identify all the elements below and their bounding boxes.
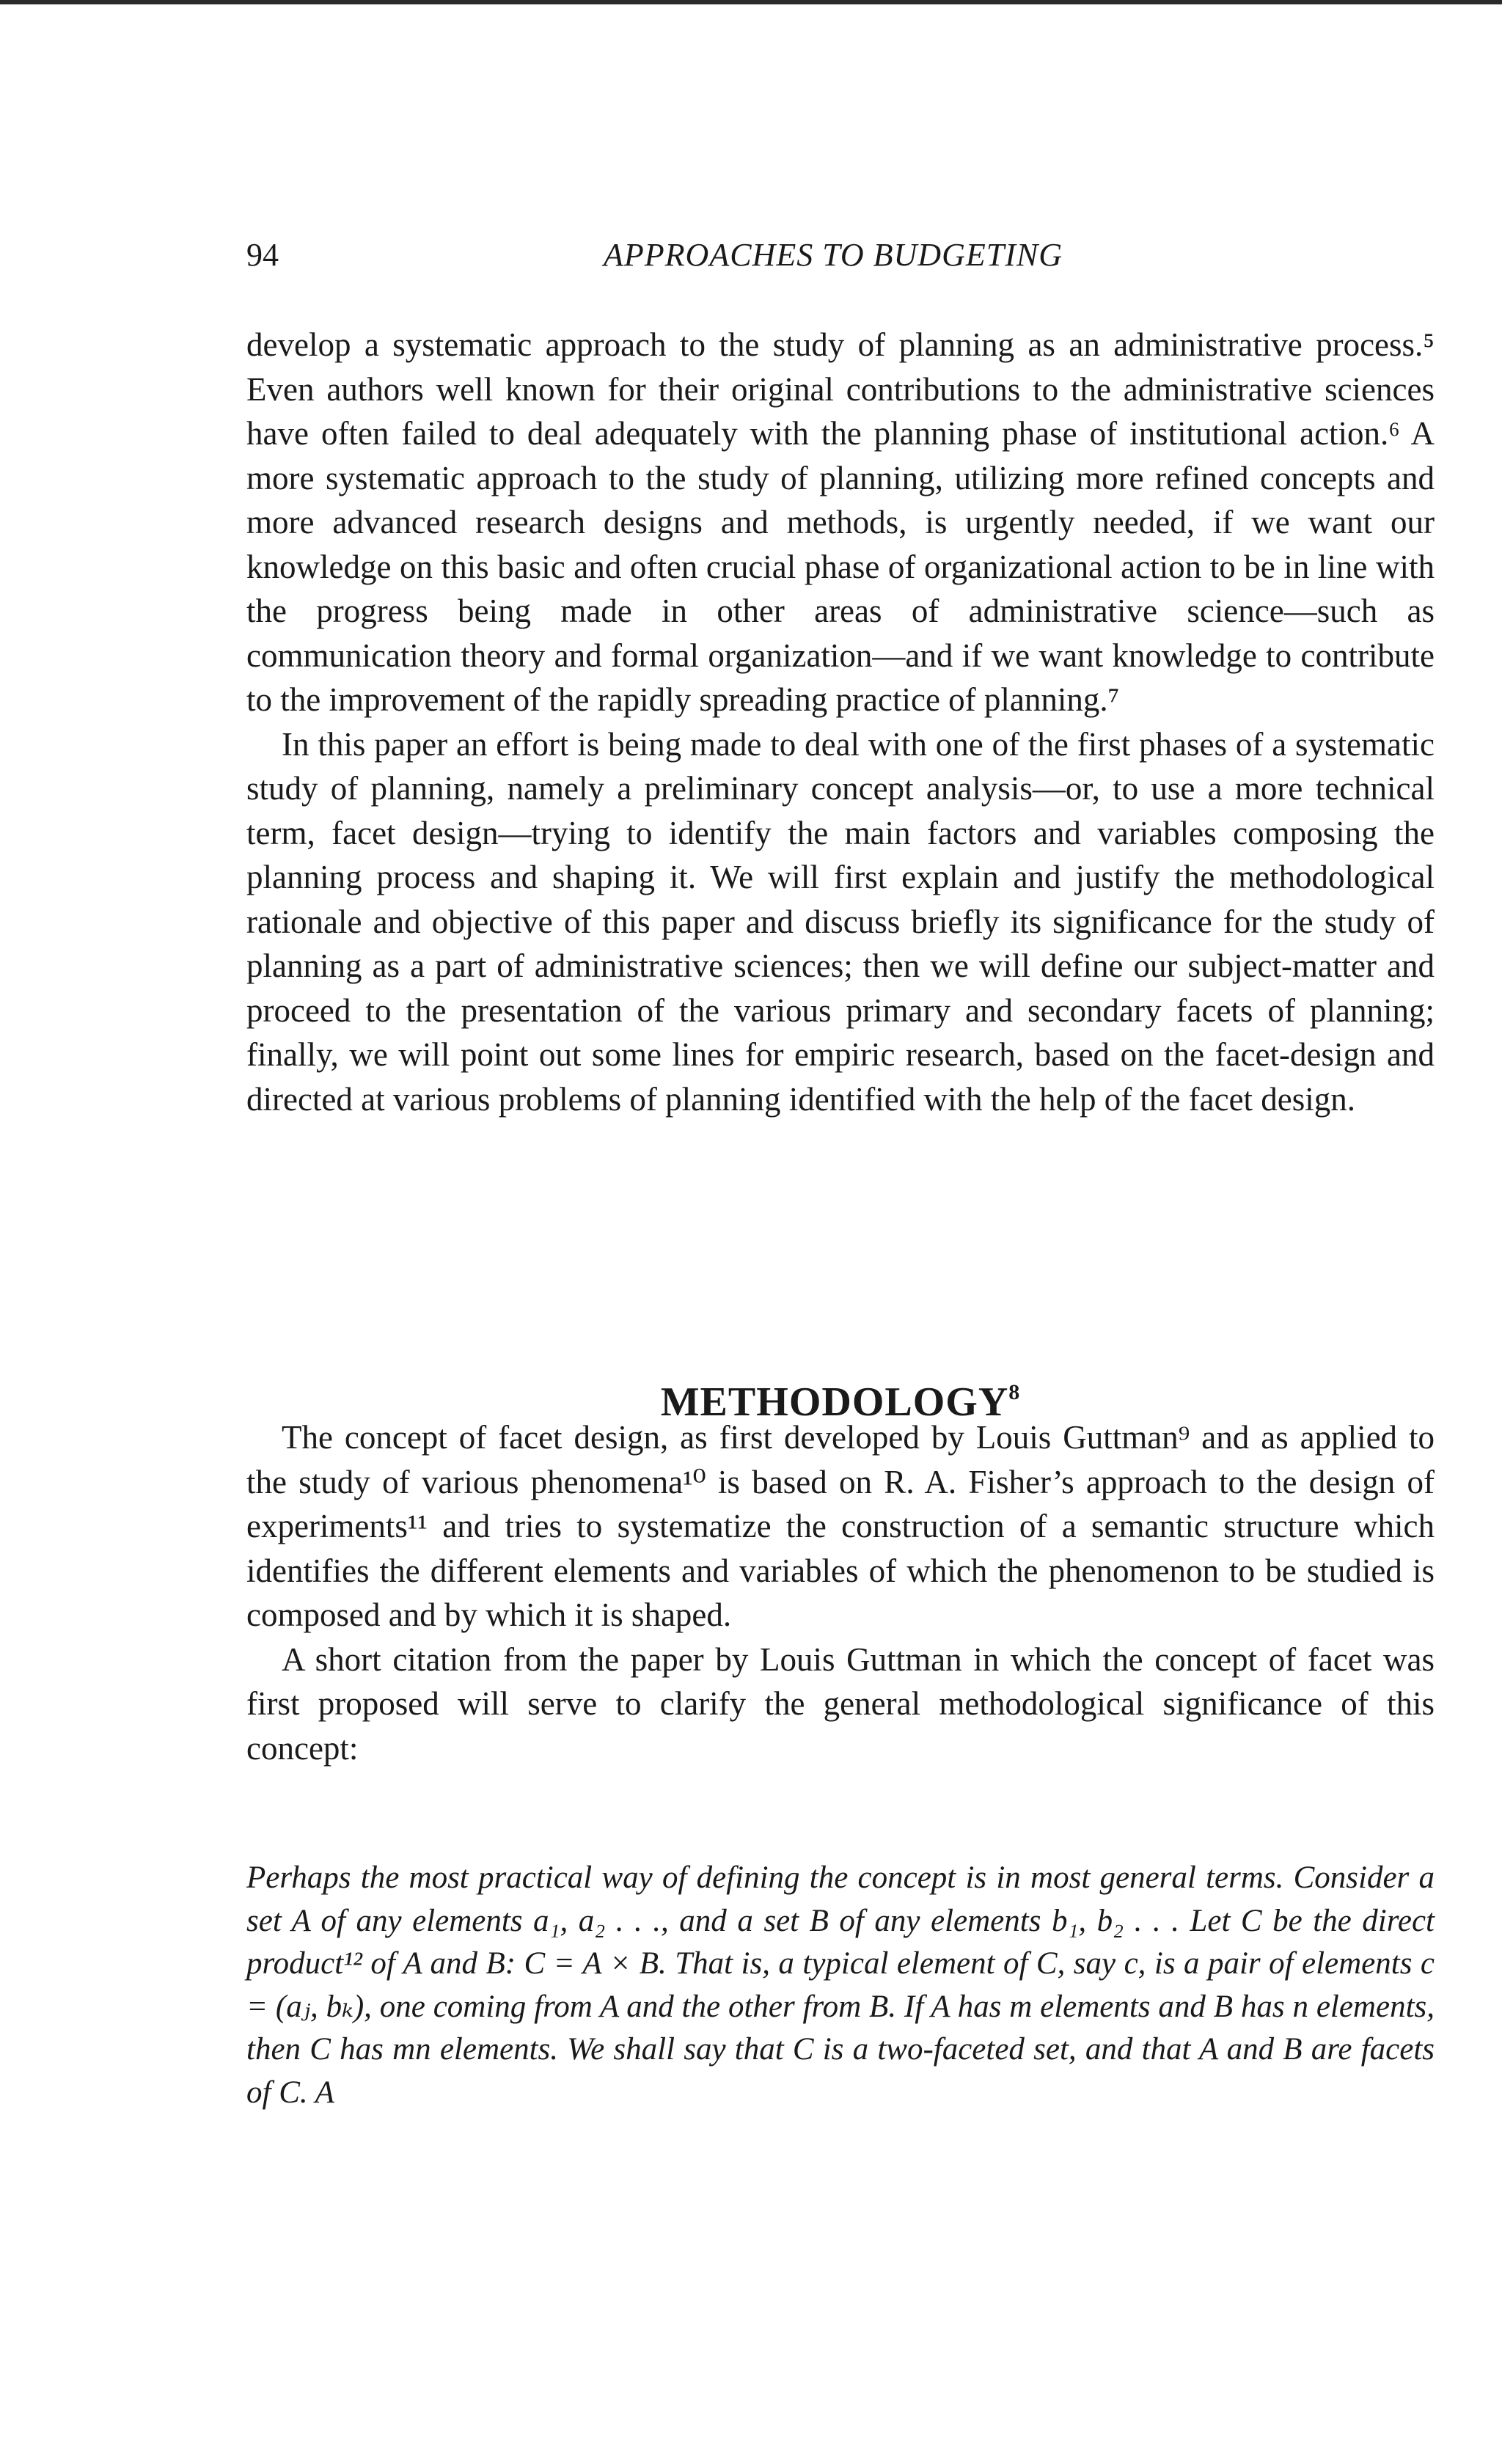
paragraph-guttman-citation-intro: A short citation from the paper by Louis Guttman in which the concept of facet was first proposed will serve to clarify the general methodological significance of this concept: (246, 1640, 1435, 1767)
methodology-text-block (246, 1415, 1435, 1770)
intro-text-block (246, 323, 1435, 1121)
paragraph-paper-overview: In this paper an effort is being made to deal with one of the first phases of a systematic study of planning, namely a preliminary concept analysis—or, to use a more technical term, facet design—trying to identify the main factors and variables composing the planning process and shaping it. We will first explain and justify the methodological rationale and objective of this paper and discuss briefly its significance for the study of planning as a part of administrative sciences; then we will define our subject-matter and proceed to the presentation of the various primary and secondary facets of planning; finally, we will point out some lines for empiric research, based on the facet-design and directed at various problems of planning identified with the help of the facet design. (246, 725, 1435, 1118)
footnote-ref-8: 8 (1008, 1380, 1021, 1405)
paragraph-facet-design: The concept of facet design, as first developed by Louis Guttman⁹ and as applied to the study of various phenomena¹⁰ is based on R. A. Fisher’s approach to the design of experiments¹¹ and tries to systematize the construction of a semantic structure which identifies the different elements and variables of which the phenomenon to be studied is composed and by which it is shaped. (246, 1419, 1435, 1633)
guttman-quotation: Perhaps the most practical way of defining the concept is in most general terms. Consider a set A of any elements a₁, a₂ . . ., and a set B of any elements b₁, b₂ . . . Let C be the direct product¹² of A and B: C = A × B. That is, a typical element of C, say c, is a pair of elements c = (aⱼ, bₖ), one coming from A and the other from B. If A has m elements and B has n elements, then C has mn elements. We shall say that C is a two-faceted set, and that A and B are facets of C. A (246, 1860, 1435, 2110)
section-heading-text: METHODOLOGY (660, 1379, 1009, 1426)
top-border-rule (0, 0, 1502, 4)
running-head (246, 233, 1435, 277)
running-title: APPROACHES TO BUDGETING (604, 237, 1063, 273)
paragraph-planning-approach: develop a systematic approach to the study of planning as an administrative process.⁵ Even authors well known for their original contributions to the administrative sciences have often failed to deal adequately with the planning phase of institutional action.⁶ A more systematic approach to the study of planning, utilizing more refined concepts and more advanced research designs and methods, is urgently needed, if we want our knowledge on this basic and often crucial phase of organizational action to be in line with the progress being made in other areas of administrative science—such as communication theory and formal organization—and if we want knowledge to contribute to the improvement of the rapidly spreading practice of planning.⁷ (246, 326, 1435, 718)
page-number: 94 (246, 237, 279, 273)
